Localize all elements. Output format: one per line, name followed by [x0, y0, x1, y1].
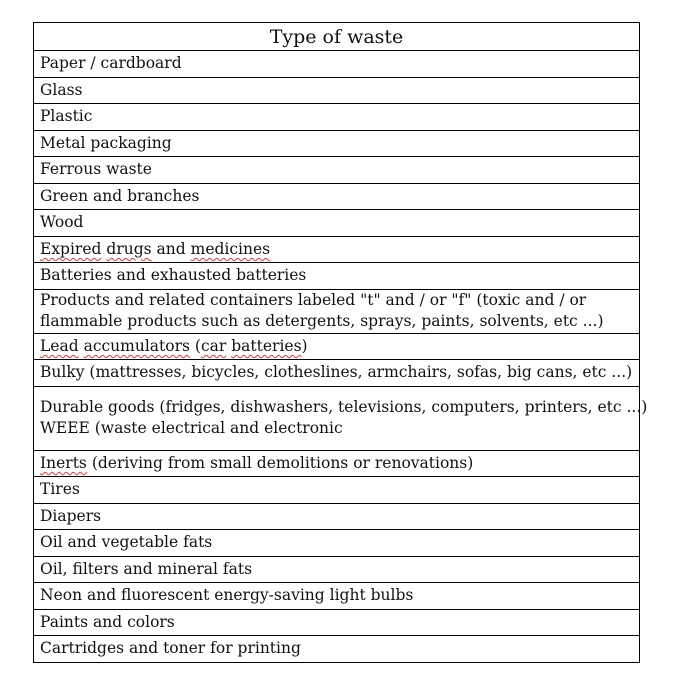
table-row	[34, 530, 640, 557]
table-cell-lead-accumulators: Lead accumulators (car batteries)	[34, 333, 640, 360]
spellcheck-marked-word: batteries	[231, 336, 302, 355]
weee-line: WEEE (waste electrical and electronic	[40, 419, 343, 437]
table-row	[34, 333, 640, 360]
table-row	[34, 157, 640, 184]
table-row	[34, 583, 640, 610]
table-cell-toxic-flammable-products: Products and related containers labeled "t" and / or "f" (toxic and / or flammable products such as detergents, sprays, paints, solvents, etc ...)	[34, 289, 640, 333]
table-cell-batteries: Batteries and exhausted batteries	[34, 263, 640, 290]
table-cell-paper-cardboard: Paper / cardboard	[34, 51, 640, 78]
table-cell-glass: Glass	[34, 77, 640, 104]
table-header-row	[34, 23, 640, 51]
table-cell-inerts: Inerts (deriving from small demolitions or renovations)	[34, 450, 640, 477]
table-row	[34, 77, 640, 104]
table-row	[34, 183, 640, 210]
table-cell-neon-bulbs: Neon and fluorescent energy-saving light bulbs	[34, 583, 640, 610]
table-cell-oil-vegetable-fats: Oil and vegetable fats	[34, 530, 640, 557]
table-row	[34, 477, 640, 504]
spellcheck-marked-word: car	[200, 336, 227, 355]
table-row	[34, 360, 640, 387]
table-cell-oil-filters-mineral-fats: Oil, filters and mineral fats	[34, 556, 640, 583]
table-row	[34, 263, 640, 290]
spellcheck-marked-word: medicines	[190, 239, 271, 258]
table-row	[34, 236, 640, 263]
table-cell-diapers: Diapers	[34, 503, 640, 530]
spellcheck-marked-word: Lead	[40, 336, 79, 355]
table-row	[34, 130, 640, 157]
table-header-cell: Type of waste	[34, 23, 640, 51]
table-row	[34, 51, 640, 78]
table-cell-green-branches: Green and branches	[34, 183, 640, 210]
table-row	[34, 609, 640, 636]
table-row	[34, 386, 640, 450]
spellcheck-marked-word: Expired	[40, 239, 102, 258]
table-cell-durable-goods	[34, 386, 648, 450]
table-cell-expired-drugs: Expired drugs and medicines	[34, 236, 640, 263]
table-row	[34, 289, 640, 333]
spellcheck-marked-word: drugs	[106, 239, 152, 258]
durable-goods-line: Durable goods (fridges, dishwashers, televisions, computers, printers, etc ...)	[40, 398, 648, 416]
table-cell-bulky: Bulky (mattresses, bicycles, clotheslines, armchairs, sofas, big cans, etc ...)	[34, 360, 640, 387]
table-row	[34, 556, 640, 583]
waste-type-table	[33, 22, 648, 663]
table-row	[34, 503, 640, 530]
table-row	[34, 104, 640, 131]
table-cell-ferrous-waste: Ferrous waste	[34, 157, 640, 184]
table-cell-paints-colors: Paints and colors	[34, 609, 640, 636]
table-row	[34, 450, 640, 477]
table-row	[34, 210, 640, 237]
spellcheck-marked-word: Inerts	[40, 453, 87, 472]
table-row	[34, 636, 640, 663]
spellcheck-marked-word: accumulators	[83, 336, 190, 355]
table-cell-tires: Tires	[34, 477, 640, 504]
table-cell-metal-packaging: Metal packaging	[34, 130, 640, 157]
table-cell-plastic: Plastic	[34, 104, 640, 131]
table-cell-cartridges-toner: Cartridges and toner for printing	[34, 636, 640, 663]
table-cell-wood: Wood	[34, 210, 640, 237]
